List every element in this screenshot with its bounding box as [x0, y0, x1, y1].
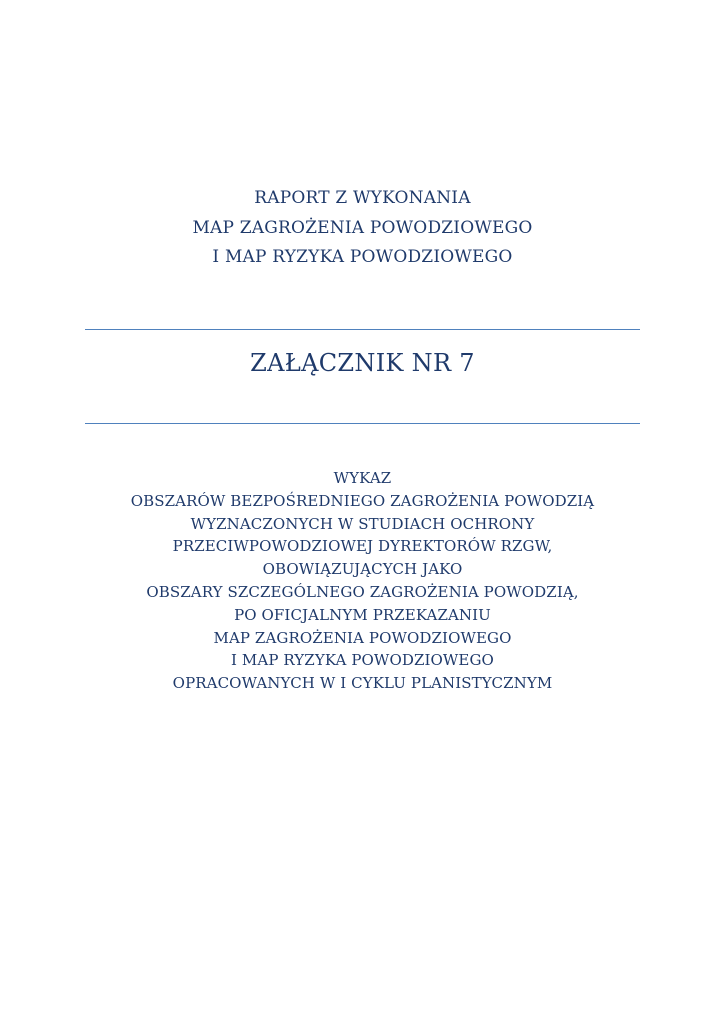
list-line: PO OFICJALNYM PRZEKAZANIU — [234, 605, 491, 624]
list-line: OPRACOWANYCH W I CYKLU PLANISTYCZNYM — [172, 674, 553, 693]
list-line: MAP ZAGROŻENIA POWODZIOWEGO — [213, 628, 512, 647]
list-line: I MAP RYZYKA POWODZIOWEGO — [231, 651, 494, 670]
report-title-line-3: I MAP RYZYKA POWODZIOWEGO — [212, 247, 513, 267]
bottom-divider — [85, 423, 640, 424]
report-title-line-1: RAPORT Z WYKONANIA — [254, 188, 471, 208]
annex-title: ZAŁĄCZNIK NR 7 — [250, 349, 475, 377]
list-line: OBOWIĄZUJĄCYCH JAKO — [262, 560, 463, 579]
list-description — [0, 467, 725, 695]
list-line: OBSZARÓW BEZPOŚREDNIEGO ZAGROŻENIA POWODZIĄ — [130, 491, 595, 510]
top-divider — [85, 329, 640, 330]
list-line: PRZECIWPOWODZIOWEJ DYREKTORÓW RZGW, — [172, 537, 553, 556]
report-title-line-2: MAP ZAGROŻENIA POWODZIOWEGO — [192, 217, 533, 238]
report-title — [0, 184, 725, 273]
list-line: WYZNACZONYCH W STUDIACH OCHRONY — [190, 514, 535, 533]
list-line: OBSZARY SZCZEGÓLNEGO ZAGROŻENIA POWODZIĄ, — [146, 582, 579, 601]
list-line: WYKAZ — [333, 469, 392, 487]
